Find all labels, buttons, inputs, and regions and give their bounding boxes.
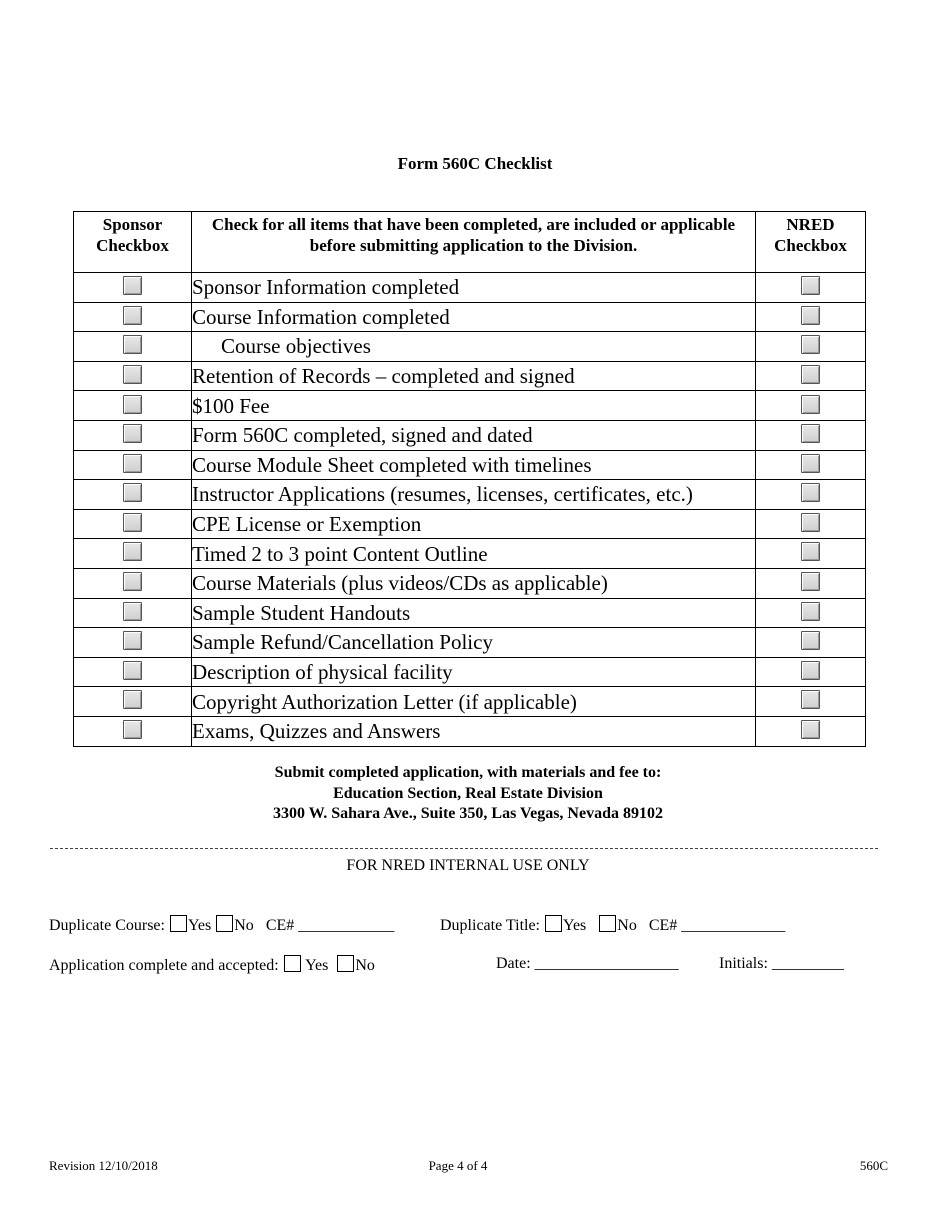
duplicate-title-line bbox=[440, 915, 785, 935]
nred-checkbox[interactable] bbox=[801, 602, 820, 621]
checklist-item-label: Course objectives bbox=[192, 332, 756, 362]
checklist-item-label: Form 560C completed, signed and dated bbox=[192, 420, 756, 450]
checklist-row bbox=[74, 361, 866, 391]
nred-checkbox[interactable] bbox=[801, 306, 820, 325]
nred-checkbox[interactable] bbox=[801, 424, 820, 443]
nred-checkbox-cell bbox=[756, 420, 866, 450]
checklist-item-label: Copyright Authorization Letter (if applicable) bbox=[192, 687, 756, 717]
nred-checkbox[interactable] bbox=[801, 720, 820, 739]
checklist-table bbox=[73, 211, 866, 747]
initials-field[interactable]: _________ bbox=[771, 955, 844, 972]
checklist-row bbox=[74, 598, 866, 628]
nred-checkbox-cell bbox=[756, 273, 866, 303]
sponsor-checkbox-cell bbox=[74, 391, 192, 421]
application-complete-no-checkbox[interactable] bbox=[337, 955, 354, 972]
sponsor-checkbox-cell bbox=[74, 687, 192, 717]
ce-label: CE# bbox=[265, 917, 295, 934]
checklist-item-label: Description of physical facility bbox=[192, 657, 756, 687]
checklist-row bbox=[74, 716, 866, 746]
nred-checkbox[interactable] bbox=[801, 572, 820, 591]
application-complete-yes-checkbox[interactable] bbox=[284, 955, 301, 972]
sponsor-checkbox[interactable] bbox=[123, 365, 142, 384]
checklist-item-label: Course Materials (plus videos/CDs as applicable) bbox=[192, 568, 756, 598]
duplicate-course-no-checkbox[interactable] bbox=[216, 915, 233, 932]
nred-checkbox-cell bbox=[756, 361, 866, 391]
submit-address: 3300 W. Sahara Ave., Suite 350, Las Vegas, Nevada 89102 bbox=[273, 805, 663, 822]
sponsor-checkbox[interactable] bbox=[123, 513, 142, 532]
sponsor-checkbox[interactable] bbox=[123, 424, 142, 443]
duplicate-course-line bbox=[49, 915, 394, 935]
footer-form-code: 560C bbox=[859, 1158, 888, 1173]
nred-checkbox[interactable] bbox=[801, 483, 820, 502]
checklist-row bbox=[74, 332, 866, 362]
sponsor-checkbox-cell bbox=[74, 332, 192, 362]
duplicate-course-yes-checkbox[interactable] bbox=[170, 915, 187, 932]
instructions-header: Check for all items that have been completed, are included or applicable before submitting application to the Division. bbox=[192, 212, 756, 273]
sponsor-checkbox-cell bbox=[74, 273, 192, 303]
sponsor-checkbox[interactable] bbox=[123, 276, 142, 295]
checklist-row bbox=[74, 657, 866, 687]
sponsor-checkbox[interactable] bbox=[123, 483, 142, 502]
submit-instructions bbox=[0, 763, 936, 825]
sponsor-checkbox-cell bbox=[74, 716, 192, 746]
duplicate-title-no-checkbox[interactable] bbox=[599, 915, 616, 932]
sponsor-checkbox[interactable] bbox=[123, 720, 142, 739]
duplicate-course-label: Duplicate Course: bbox=[49, 917, 165, 934]
sponsor-checkbox-header: Sponsor Checkbox bbox=[74, 212, 192, 273]
initials-line bbox=[719, 955, 844, 973]
checklist-item-label: Timed 2 to 3 point Content Outline bbox=[192, 539, 756, 569]
submit-line-1: Submit completed application, with materials and fee to: bbox=[274, 764, 662, 781]
date-line bbox=[496, 955, 679, 973]
checklist-item-label: Sample Student Handouts bbox=[192, 598, 756, 628]
checklist-row bbox=[74, 509, 866, 539]
ce-label: CE# bbox=[648, 917, 678, 934]
checklist-item-label: Sponsor Information completed bbox=[192, 273, 756, 303]
nred-checkbox-cell bbox=[756, 539, 866, 569]
nred-checkbox-cell bbox=[756, 687, 866, 717]
nred-checkbox-cell bbox=[756, 391, 866, 421]
checklist-row bbox=[74, 539, 866, 569]
nred-checkbox[interactable] bbox=[801, 690, 820, 709]
nred-checkbox-cell bbox=[756, 657, 866, 687]
form-title: Form 560C Checklist bbox=[397, 154, 553, 173]
checklist-row bbox=[74, 450, 866, 480]
checklist-row bbox=[74, 687, 866, 717]
yes-label: Yes bbox=[187, 917, 212, 934]
duplicate-title-label: Duplicate Title: bbox=[440, 917, 540, 934]
nred-checkbox[interactable] bbox=[801, 513, 820, 532]
checklist-item-label: Course Module Sheet completed with timelines bbox=[192, 450, 756, 480]
nred-checkbox[interactable] bbox=[801, 631, 820, 650]
checklist-item-label: Sample Refund/Cancellation Policy bbox=[192, 628, 756, 658]
duplicate-title-yes-checkbox[interactable] bbox=[545, 915, 562, 932]
sponsor-checkbox-cell bbox=[74, 361, 192, 391]
checklist-item-label: Instructor Applications (resumes, licenses, certificates, etc.) bbox=[192, 480, 756, 510]
nred-checkbox[interactable] bbox=[801, 454, 820, 473]
sponsor-checkbox-cell bbox=[74, 539, 192, 569]
sponsor-checkbox-cell bbox=[74, 628, 192, 658]
nred-checkbox-cell bbox=[756, 598, 866, 628]
sponsor-checkbox-cell bbox=[74, 302, 192, 332]
nred-checkbox-cell bbox=[756, 480, 866, 510]
initials-label: Initials: bbox=[719, 955, 768, 972]
checklist-row bbox=[74, 568, 866, 598]
application-complete-line bbox=[49, 955, 375, 975]
nred-checkbox-header: NRED Checkbox bbox=[756, 212, 866, 273]
no-label: No bbox=[617, 917, 637, 934]
sponsor-checkbox[interactable] bbox=[123, 542, 142, 561]
internal-use-heading: FOR NRED INTERNAL USE ONLY bbox=[346, 857, 590, 874]
checklist-row bbox=[74, 480, 866, 510]
footer-page-number: Page 4 of 4 bbox=[428, 1158, 488, 1173]
sponsor-checkbox[interactable] bbox=[123, 602, 142, 621]
sponsor-checkbox[interactable] bbox=[123, 454, 142, 473]
nred-checkbox-cell bbox=[756, 628, 866, 658]
checklist-item-label: $100 Fee bbox=[192, 391, 756, 421]
application-complete-label: Application complete and accepted: bbox=[49, 957, 279, 974]
nred-checkbox-cell bbox=[756, 302, 866, 332]
ce-number-field[interactable]: ____________ bbox=[298, 917, 395, 934]
nred-checkbox-cell bbox=[756, 450, 866, 480]
nred-checkbox[interactable] bbox=[801, 335, 820, 354]
checklist-header-row bbox=[74, 212, 866, 273]
sponsor-checkbox-cell bbox=[74, 509, 192, 539]
yes-label: Yes bbox=[305, 957, 329, 974]
checklist-item-label: CPE License or Exemption bbox=[192, 509, 756, 539]
dashed-divider bbox=[50, 848, 878, 849]
sponsor-checkbox-cell bbox=[74, 450, 192, 480]
checklist-row bbox=[74, 391, 866, 421]
sponsor-checkbox-cell bbox=[74, 480, 192, 510]
checklist-row bbox=[74, 302, 866, 332]
sponsor-checkbox[interactable] bbox=[123, 395, 142, 414]
checklist-row bbox=[74, 628, 866, 658]
sponsor-checkbox-cell bbox=[74, 420, 192, 450]
date-label: Date: bbox=[496, 955, 531, 972]
sponsor-checkbox-cell bbox=[74, 598, 192, 628]
sponsor-checkbox[interactable] bbox=[123, 631, 142, 650]
checklist-item-label: Course Information completed bbox=[192, 302, 756, 332]
nred-checkbox[interactable] bbox=[801, 276, 820, 295]
nred-checkbox[interactable] bbox=[801, 365, 820, 384]
nred-checkbox-cell bbox=[756, 568, 866, 598]
no-label: No bbox=[355, 957, 375, 974]
nred-checkbox[interactable] bbox=[801, 661, 820, 680]
checklist-item-label: Exams, Quizzes and Answers bbox=[192, 716, 756, 746]
submit-line-2: Education Section, Real Estate Division bbox=[333, 784, 603, 802]
date-field[interactable]: __________________ bbox=[534, 955, 679, 972]
footer-revision: Revision 12/10/2018 bbox=[49, 1158, 158, 1173]
checklist-item-label: Retention of Records – completed and signed bbox=[192, 361, 756, 391]
yes-label: Yes bbox=[563, 917, 587, 934]
sponsor-checkbox-cell bbox=[74, 657, 192, 687]
sponsor-checkbox[interactable] bbox=[123, 572, 142, 591]
nred-checkbox[interactable] bbox=[801, 542, 820, 561]
nred-checkbox-cell bbox=[756, 716, 866, 746]
checklist-row bbox=[74, 420, 866, 450]
sponsor-checkbox[interactable] bbox=[123, 661, 142, 680]
checklist-body bbox=[74, 273, 866, 747]
checklist-row bbox=[74, 273, 866, 303]
sponsor-checkbox-cell bbox=[74, 568, 192, 598]
ce-number-field[interactable]: _____________ bbox=[681, 917, 786, 934]
nred-checkbox-cell bbox=[756, 509, 866, 539]
no-label: No bbox=[234, 917, 254, 934]
sponsor-checkbox[interactable] bbox=[123, 690, 142, 709]
sponsor-checkbox[interactable] bbox=[123, 335, 142, 354]
sponsor-checkbox[interactable] bbox=[123, 306, 142, 325]
nred-checkbox[interactable] bbox=[801, 395, 820, 414]
nred-checkbox-cell bbox=[756, 332, 866, 362]
